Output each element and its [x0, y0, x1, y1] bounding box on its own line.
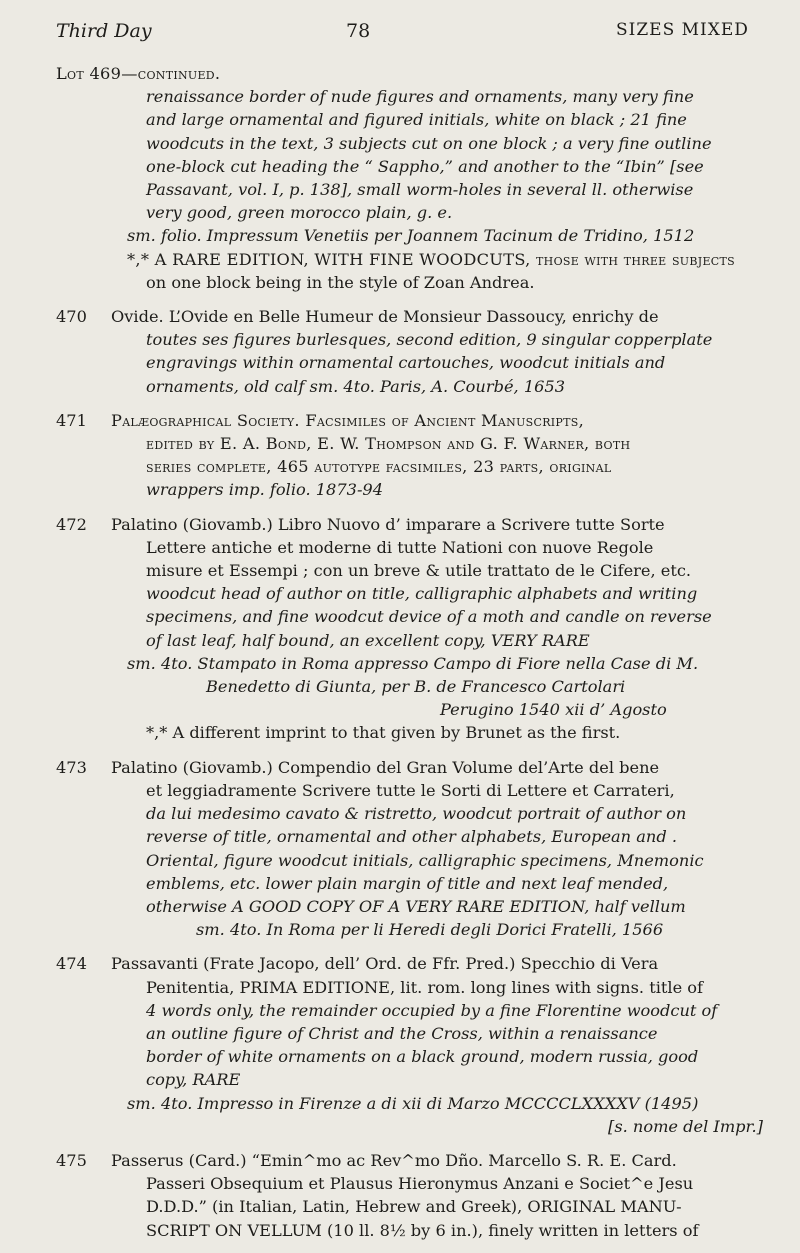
lot-472-imprint: sm. 4to. Stampato in Roma appresso Campo di Fiore nella Case di M.: [127, 653, 699, 673]
lot-474-line: Passavanti (Frate Jacopo, dell’ Ord. de Ffr. Pred.) Specchio di Vera: [111, 954, 659, 974]
lot-473-line: Oriental, figure woodcut initials, calligraphic specimens, Mnemonic: [146, 850, 704, 870]
lot-472-imprint: Benedetto di Giunta, per B. de Francesco Cartolari: [206, 677, 626, 697]
lot-473-line: Palatino (Giovamb.) Compendio del Gran Volume del’Arte del bene: [111, 757, 660, 777]
lot-471-line: edited by E. A. Bond, E. W. Thompson and G. F. Warner, both: [146, 434, 631, 454]
header-section: SIZES MIXED: [616, 20, 749, 40]
lot-471: [0, 409, 800, 502]
lot-475: [0, 1149, 800, 1242]
lot-472-line: Palatino (Giovamb.) Libro Nuovo d’ imparare a Scrivere tutte Sorte: [111, 514, 665, 534]
lot-473-imprint: sm. 4to. In Roma per li Heredi degli Dorici Fratelli, 1566: [196, 920, 664, 940]
lot-471-line: Palæographical Society. Facsimiles of Ancient Manuscripts,: [111, 410, 585, 430]
lot-475-line: Passerus (Card.) “Emin^mo ac Rev^mo Dño. Marcello S. R. E. Card.: [111, 1150, 677, 1170]
lot-472-line: of last leaf, half bound, an excellent copy, VERY RARE: [146, 630, 590, 650]
lot-469-line: very good, green morocco plain, g. e.: [146, 203, 453, 223]
lot-number: 475: [56, 1150, 87, 1170]
lot-473-line: reverse of title, ornamental and other alphabets, European and .: [146, 827, 677, 847]
lot-number: 473: [56, 757, 87, 777]
lot-473: [0, 756, 800, 942]
lot-469-line: woodcuts in the text, 3 subjects cut on one block ; a very fine outline: [146, 133, 712, 153]
lot-474-line: border of white ornaments on a black ground, modern russia, good: [146, 1047, 699, 1067]
lot-473-line: et leggiadramente Scrivere tutte le Sorti di Lettere et Carrateri,: [146, 780, 675, 800]
page-number: 78: [346, 20, 371, 42]
lot-474-line: an outline figure of Christ and the Cross, within a renaissance: [146, 1023, 658, 1043]
lot-473-line: da lui medesimo cavato & ristretto, woodcut portrait of author on: [146, 804, 687, 824]
lot-474-imprint: [s. nome del Impr.]: [608, 1116, 763, 1136]
lot-number: 471: [56, 410, 87, 430]
lot-469-line: and large ornamental and figured initials, white on black ; 21 fine: [146, 110, 687, 130]
lot-474-line: 4 words only, the remainder occupied by a fine Florentine woodcut of: [146, 1000, 718, 1020]
lot-469-line: Passavant, vol. I, p. 138], small worm-holes in several ll. otherwise: [146, 180, 694, 200]
lot-472-line: misure et Essempi ; con un breve & utile trattato de le Cifere, etc.: [146, 561, 692, 581]
lot-475-line: D.D.D.” (in Italian, Latin, Hebrew and Greek), ORIGINAL MANU-: [146, 1197, 682, 1217]
lot-471-line: wrappers imp. folio. 1873-94: [146, 480, 384, 500]
running-header: [0, 20, 800, 48]
lot-470: [0, 305, 800, 398]
lot-469: [0, 62, 800, 294]
lot-470-line: ornaments, old calf sm. 4to. Paris, A. Courbé, 1653: [146, 376, 566, 396]
lot-number: 470: [56, 307, 87, 327]
lot-469-line: one-block cut heading the “ Sappho,” and another to the “Ibin” [see: [146, 156, 704, 176]
header-day: Third Day: [56, 20, 152, 42]
lot-473-line: emblems, etc. lower plain margin of title and next leaf mended,: [146, 873, 669, 893]
lot-472-line: woodcut head of author on title, calligraphic alphabets and writing: [146, 584, 698, 604]
lot-474-line: Penitentia, PRIMA EDITIONE, lit. rom. long lines with signs. title of: [146, 977, 704, 997]
lot-472-note: *,* A different imprint to that given by Brunet as the first.: [146, 723, 621, 743]
lot-472-line: Lettere antiche et moderne di tutte Nationi con nuove Regole: [146, 537, 654, 557]
lot-474-imprint: sm. 4to. Impresso in Firenze a di xii di Marzo MCCCCLXXXXV (1495): [127, 1093, 699, 1113]
lot-472-line: specimens, and fine woodcut device of a moth and candle on reverse: [146, 607, 712, 627]
lot-469-note-cont: on one block being in the style of Zoan Andrea.: [146, 272, 535, 292]
lot-number: 472: [56, 514, 87, 534]
lot-470-line: Ovide. L’Ovide en Belle Humeur de Monsieur Dassoucy, enrichy de: [111, 307, 659, 327]
lot-474-line: copy, RARE: [146, 1070, 241, 1090]
lot-number: 474: [56, 954, 87, 974]
lot-471-line: series complete, 465 autotype facsimiles, 23 parts, original: [146, 457, 612, 477]
lot-473-line: otherwise A GOOD COPY OF A VERY RARE EDITION, half vellum: [146, 896, 686, 916]
lot-472-imprint: Perugino 1540 xii d’ Agosto: [440, 700, 667, 720]
lot-475-line: SCRIPT ON VELLUM (10 ll. 8½ by 6 in.), finely written in letters of: [146, 1220, 699, 1240]
lot-474: [0, 952, 800, 1138]
lot-472: [0, 513, 800, 745]
lot-470-line: toutes ses figures burlesques, second edition, 9 singular copperplate: [146, 330, 713, 350]
lot-469-note: *,* A RARE EDITION, WITH FINE WOODCUTS, those with three subjects: [127, 249, 735, 269]
catalogue-entries: [0, 62, 800, 1253]
lot-469-label: Lot 469—continued.: [56, 64, 221, 83]
lot-475-line: Passeri Obsequium et Plausus Hieronymus Anzani e Societ^e Jesu: [146, 1174, 694, 1194]
lot-470-line: engravings within ornamental cartouches, woodcut initials and: [146, 353, 666, 373]
lot-469-line: renaissance border of nude figures and ornaments, many very fine: [146, 87, 694, 107]
lot-469-imprint: sm. folio. Impressum Venetiis per Joannem Tacinum de Tridino, 1512: [127, 226, 695, 246]
